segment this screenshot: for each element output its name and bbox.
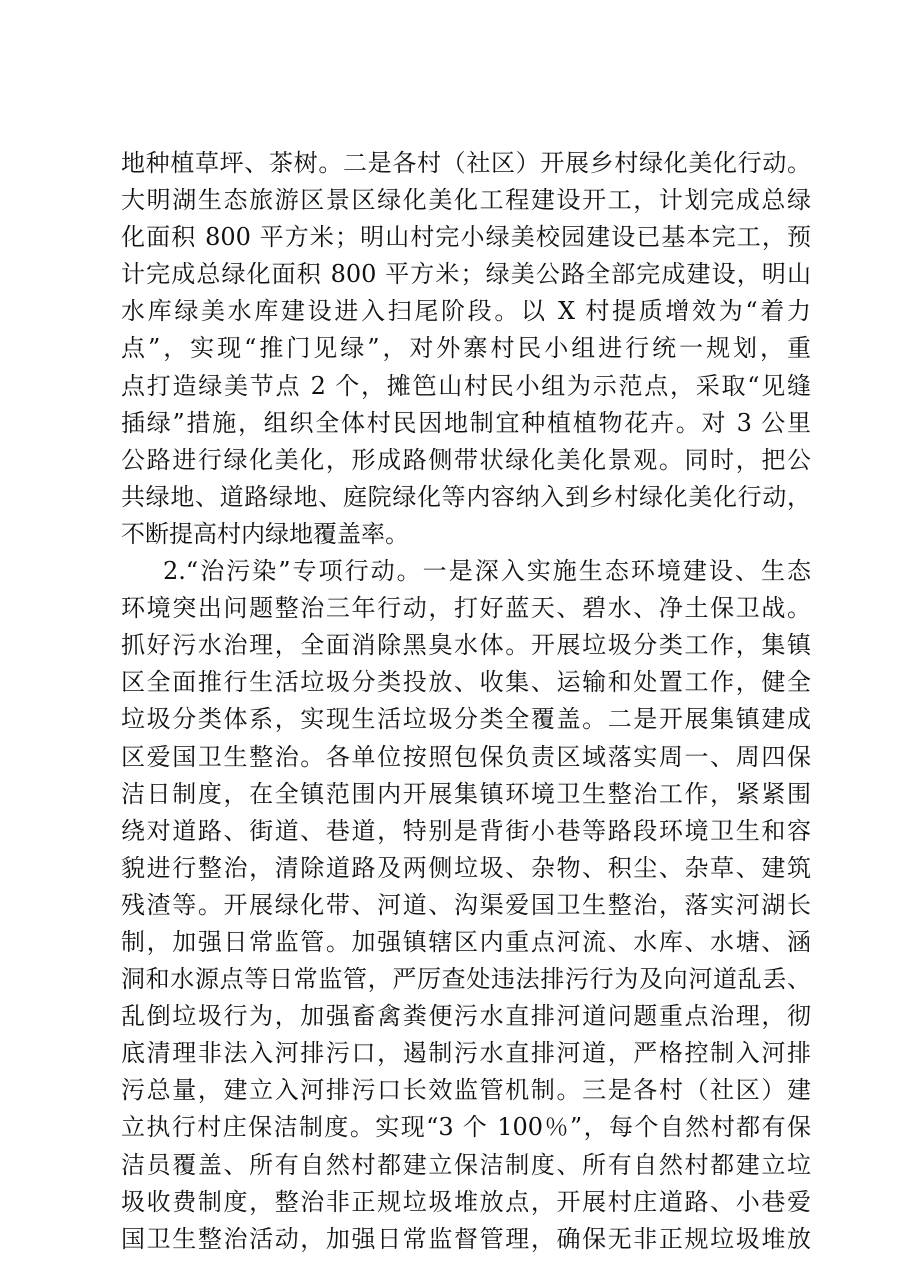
text-line: 公路进行绿化美化，形成路侧带状绿化美化景观。同时，把公 xyxy=(121,445,811,474)
text-line: 点打造绿美节点 2 个，摊笆山村民小组为示范点，采取“见缝 xyxy=(121,371,811,400)
text-line: 计完成总绿化面积 800 平方米；绿美公路全部完成建设，明山 xyxy=(121,260,811,289)
text-line: 洁日制度，在全镇范围内开展集镇环境卫生整治工作，紧紧围 xyxy=(121,779,811,808)
text-line: 2.“治污染”专项行动。一是深入实施生态环境建设、生态 xyxy=(163,557,811,586)
text-line: 绕对道路、街道、巷道，特别是背街小巷等路段环境卫生和容 xyxy=(121,816,811,845)
text-line: 插绿”措施，组织全体村民因地制宜种植植物花卉。对 3 公里 xyxy=(121,408,811,437)
text-line: 国卫生整治活动，加强日常监督管理，确保无非正规垃圾堆放 xyxy=(121,1224,811,1253)
text-line: 立执行村庄保洁制度。实现“3 个 100％”，每个自然村都有保 xyxy=(121,1113,811,1142)
text-line: 地种植草坪、茶树。二是各村（社区）开展乡村绿化美化行动。 xyxy=(121,149,811,177)
text-line: 区爱国卫生整治。各单位按照包保负责区域落实周一、周四保 xyxy=(121,742,811,771)
text-line: 洞和水源点等日常监管，严厉查处违法排污行为及向河道乱丢、 xyxy=(121,965,811,994)
text-line: 点”，实现“推门见绿”，对外寨村民小组进行统一规划，重 xyxy=(121,334,811,363)
text-line: 垃圾分类体系，实现生活垃圾分类全覆盖。二是开展集镇建成 xyxy=(121,705,811,734)
text-line: 污总量，建立入河排污口长效监管机制。三是各村（社区）建 xyxy=(121,1076,811,1105)
text-line: 貌进行整治，清除道路及两侧垃圾、杂物、积尘、杂草、建筑 xyxy=(121,853,811,882)
text-line: 乱倒垃圾行为，加强畜禽粪便污水直排河道问题重点治理，彻 xyxy=(121,1002,811,1031)
text-line: 水库绿美水库建设进入扫尾阶段。以 X 村提质增效为“着力 xyxy=(121,297,811,326)
body-text xyxy=(121,145,811,1258)
text-line: 圾收费制度，整治非正规垃圾堆放点，开展村庄道路、小巷爱 xyxy=(121,1187,811,1216)
text-line: 区全面推行生活垃圾分类投放、收集、运输和处置工作，健全 xyxy=(121,668,811,697)
text-line: 制，加强日常监管。加强镇辖区内重点河流、水库、水塘、涵 xyxy=(121,927,811,956)
text-line: 大明湖生态旅游区景区绿化美化工程建设开工，计划完成总绿 xyxy=(121,186,811,215)
text-line: 不断提高村内绿地覆盖率。 xyxy=(121,519,409,548)
text-line: 化面积 800 平方米；明山村完小绿美校园建设已基本完工，预 xyxy=(121,223,811,252)
text-line: 抓好污水治理，全面消除黑臭水体。开展垃圾分类工作，集镇 xyxy=(121,631,811,660)
text-line: 环境突出问题整治三年行动，打好蓝天、碧水、净土保卫战。 xyxy=(121,594,811,623)
text-line: 共绿地、道路绿地、庭院绿化等内容纳入到乡村绿化美化行动， xyxy=(121,482,811,511)
text-line: 洁员覆盖、所有自然村都建立保洁制度、所有自然村都建立垃 xyxy=(121,1150,811,1179)
text-line: 残渣等。开展绿化带、河道、沟渠爱国卫生整治，落实河湖长 xyxy=(121,890,811,919)
text-line: 底清理非法入河排污口，遏制污水直排河道，严格控制入河排 xyxy=(121,1039,811,1068)
